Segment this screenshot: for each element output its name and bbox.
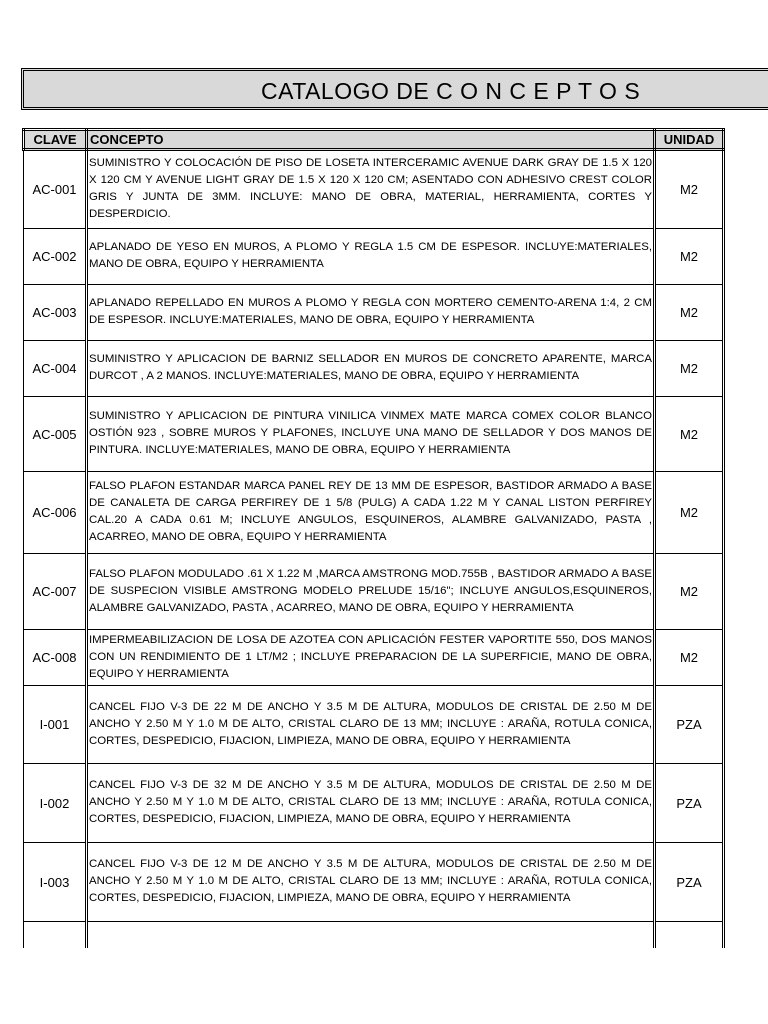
- row-unidad: M2: [655, 630, 724, 686]
- table-row: [24, 285, 768, 341]
- row-clave: AC-003: [24, 285, 87, 341]
- page-title: CATALOGO DE C O N C E P T O S: [261, 78, 641, 104]
- table-row: [24, 554, 768, 630]
- table-row: [24, 397, 768, 472]
- table-row: [24, 922, 768, 948]
- row-clave: I-003: [24, 843, 87, 922]
- table-row: [24, 843, 768, 922]
- table-header-row: [24, 130, 768, 150]
- table-row: [24, 229, 768, 285]
- row-unidad: M2: [655, 150, 724, 229]
- row-clave: AC-005: [24, 397, 87, 472]
- header-gap: [724, 130, 768, 150]
- row-unidad: M2: [655, 472, 724, 554]
- column-header-concepto: CONCEPTO: [87, 130, 655, 150]
- row-concepto: CANCEL FIJO V-3 DE 12 M DE ANCHO Y 3.5 M DE ALTURA, MODULOS DE CRISTAL DE 2.50 M DE ANCHO Y 2.50 M Y 1.0 M DE ALTO, CRISTAL CLARO DE 13 MM; INCLUYE : ARAÑA, ROTULA CONICA, CORTES, DESPEDICIO, FIJACION, LIMPIEZA, MANO DE OBRA, EQUIPO Y HERRAMIENTA: [87, 843, 655, 922]
- row-clave: I-002: [24, 764, 87, 843]
- row-unidad: PZA: [655, 843, 724, 922]
- table-row: [24, 764, 768, 843]
- row-concepto: [87, 922, 655, 948]
- row-concepto: APLANADO DE YESO EN MUROS, A PLOMO Y REGLA 1.5 CM DE ESPESOR. INCLUYE:MATERIALES, MANO DE OBRA, EQUIPO Y HERRAMIENTA: [87, 229, 655, 285]
- row-unidad: M2: [655, 397, 724, 472]
- table-row: [24, 150, 768, 229]
- row-concepto: SUMINISTRO Y APLICACION DE PINTURA VINILICA VINMEX MATE MARCA COMEX COLOR BLANCO OSTIÓN 923 , SOBRE MUROS Y PLAFONES, INCLUYE UNA MANO DE SELLADOR Y DOS MANOS DE PINTURA. INCLUYE:MATERIALES, MANO DE OBRA, EQUIPO Y HERRAMIENTA: [87, 397, 655, 472]
- row-concepto: CANCEL FIJO V-3 DE 32 M DE ANCHO Y 3.5 M DE ALTURA, MODULOS DE CRISTAL DE 2.50 M DE ANCHO Y 2.50 M Y 1.0 M DE ALTO, CRISTAL CLARO DE 13 MM; INCLUYE : ARAÑA, ROTULA CONICA, CORTES, DESPEDICIO, FIJACION, LIMPIEZA, MANO DE OBRA, EQUIPO Y HERRAMIENTA: [87, 764, 655, 843]
- column-header-unidad: UNIDAD: [655, 130, 724, 150]
- row-clave: AC-006: [24, 472, 87, 554]
- row-unidad: PZA: [655, 686, 724, 764]
- table-row: [24, 472, 768, 554]
- row-clave: AC-002: [24, 229, 87, 285]
- row-clave: AC-004: [24, 341, 87, 397]
- row-clave: I-001: [24, 686, 87, 764]
- row-clave: AC-008: [24, 630, 87, 686]
- row-concepto: SUMINISTRO Y COLOCACIÓN DE PISO DE LOSETA INTERCERAMIC AVENUE DARK GRAY DE 1.5 X 120 X 120 CM Y AVENUE LIGHT GRAY DE 1.5 X 120 X 120 CM; ASENTADO CON ADHESIVO CREST COLOR GRIS Y JUNTA DE 3MM. INCLUYE: MANO DE OBRA, MATERIAL, HERRAMIENTA, CORTES Y DESPERDICIO.: [87, 150, 655, 229]
- column-header-clave: CLAVE: [24, 130, 87, 150]
- row-unidad: [655, 922, 724, 948]
- table-row: [24, 630, 768, 686]
- row-clave: AC-007: [24, 554, 87, 630]
- row-unidad: M2: [655, 285, 724, 341]
- row-clave: [24, 922, 87, 948]
- row-concepto: SUMINISTRO Y APLICACION DE BARNIZ SELLADOR EN MUROS DE CONCRETO APARENTE, MARCA DURCOT , A 2 MANOS. INCLUYE:MATERIALES, MANO DE OBRA, EQUIPO Y HERRAMIENTA: [87, 341, 655, 397]
- table-row: [24, 341, 768, 397]
- row-clave: AC-001: [24, 150, 87, 229]
- row-unidad: M2: [655, 341, 724, 397]
- row-concepto: CANCEL FIJO V-3 DE 22 M DE ANCHO Y 3.5 M DE ALTURA, MODULOS DE CRISTAL DE 2.50 M DE ANCHO Y 2.50 M Y 1.0 M DE ALTO, CRISTAL CLARO DE 13 MM; INCLUYE : ARAÑA, ROTULA CONICA, CORTES, DESPEDICIO, FIJACION, LIMPIEZA, MANO DE OBRA, EQUIPO Y HERRAMIENTA: [87, 686, 655, 764]
- row-concepto: IMPERMEABILIZACION DE LOSA DE AZOTEA CON APLICACIÓN FESTER VAPORTITE 550, DOS MANOS CON UN RENDIMIENTO DE 1 LT/M2 ; INCLUYE PREPARACION DE LA SUPERFICIE, MANO DE OBRA, EQUIPO Y HERRAMIENTA: [87, 630, 655, 686]
- row-unidad: M2: [655, 554, 724, 630]
- catalog-title-box: [21, 68, 768, 110]
- row-concepto: APLANADO REPELLADO EN MUROS A PLOMO Y REGLA CON MORTERO CEMENTO-ARENA 1:4, 2 CM DE ESPESOR. INCLUYE:MATERIALES, MANO DE OBRA, EQUIPO Y HERRAMIENTA: [87, 285, 655, 341]
- row-concepto: FALSO PLAFON ESTANDAR MARCA PANEL REY DE 13 MM DE ESPESOR, BASTIDOR ARMADO A BASE DE CANALETA DE CARGA PERFIREY DE 1 5/8 (PULG) A CADA 1.22 M Y CANAL LISTON PERFIREY CAL.20 A CADA 0.61 M; INCLUYE ANGULOS, ESQUINEROS, ALAMBRE GALVANIZADO, PASTA , ACARREO, MANO DE OBRA, EQUIPO Y HERRAMIENTA: [87, 472, 655, 554]
- table-row: [24, 686, 768, 764]
- row-unidad: PZA: [655, 764, 724, 843]
- row-concepto: FALSO PLAFON MODULADO .61 X 1.22 M ,MARCA AMSTRONG MOD.755B , BASTIDOR ARMADO A BASE DE SUSPECION VISIBLE AMSTRONG MODELO PRELUDE 15/16"; INCLUYE ANGULOS,ESQUINEROS, ALAMBRE GALVANIZADO, PASTA , ACARREO, MANO DE OBRA, EQUIPO Y HERRAMIENTA: [87, 554, 655, 630]
- concepts-table: [22, 128, 768, 948]
- row-unidad: M2: [655, 229, 724, 285]
